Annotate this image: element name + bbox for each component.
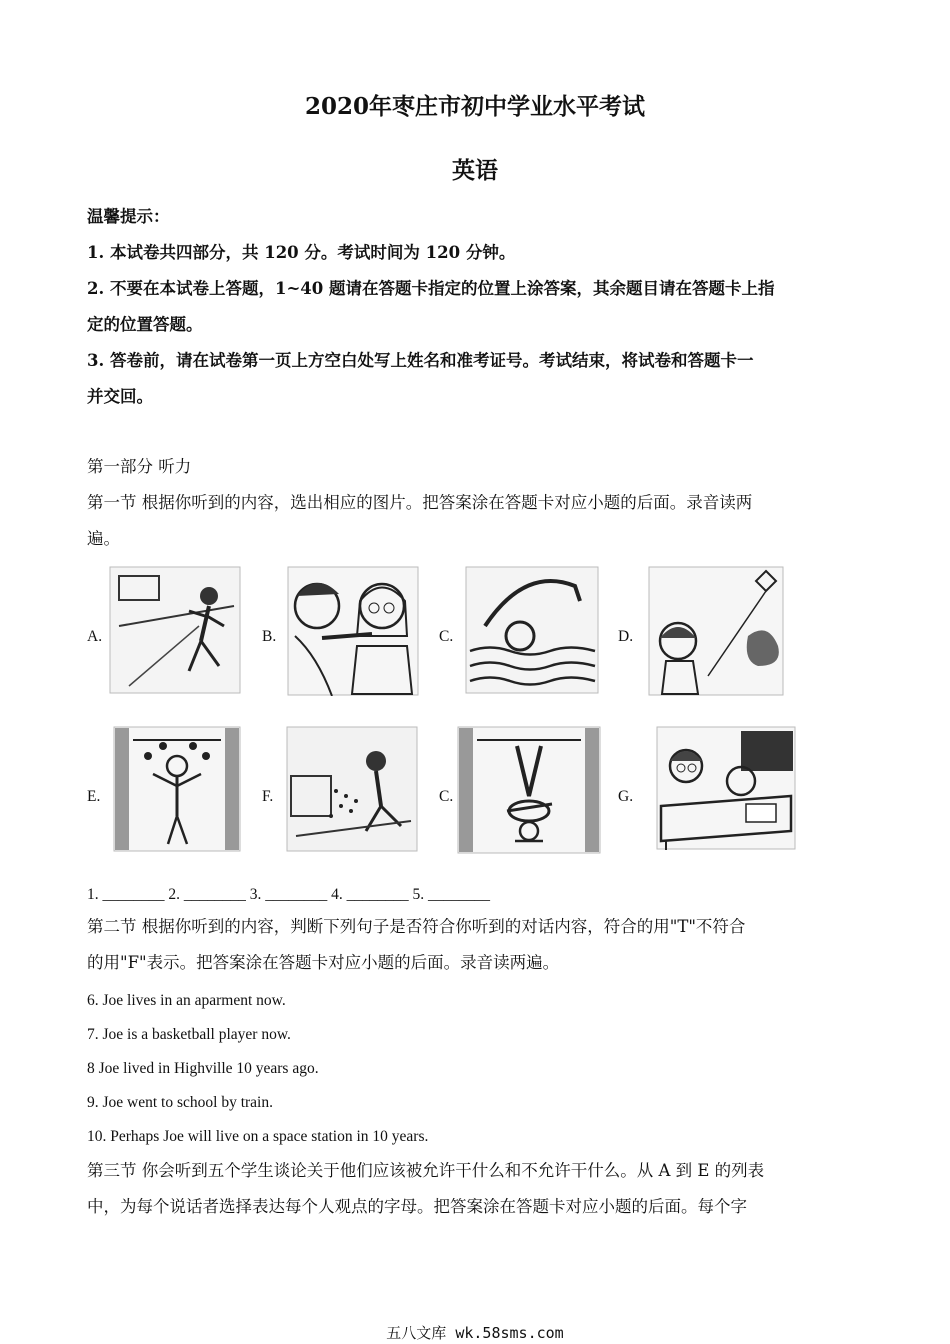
section3-line-1: 第三节 你会听到五个学生谈论关于他们应该被允许干什么和不允许干什么。从 A 到 E 的列表 bbox=[87, 1161, 765, 1180]
note-item-1: 1. 本试卷共四部分，共 120 分。考试时间为 120 分钟。 bbox=[87, 243, 516, 262]
section3-line-2: 中，为每个说话者选择表达每个人观点的字母。把答案涂在答题卡对应小题的后面。每个字 bbox=[87, 1197, 747, 1216]
statement-8: 8 Joe lived in Highville 10 years ago. bbox=[87, 1060, 319, 1077]
part1-heading: 第一部分 听力 bbox=[87, 457, 192, 476]
statement-9: 9. Joe went to school by train. bbox=[87, 1094, 273, 1111]
exam-title: 2020年枣庄市初中学业水平考试 bbox=[304, 93, 645, 120]
statement-7: 7. Joe is a basketball player now. bbox=[87, 1026, 291, 1043]
picture-label: E. bbox=[87, 788, 101, 805]
statement-6: 6. Joe lives in an aparment now. bbox=[87, 992, 286, 1009]
handstand-show-picture bbox=[457, 726, 601, 854]
classroom-picture bbox=[656, 726, 796, 850]
boy-splash-picture bbox=[286, 726, 418, 852]
picture-row-1 bbox=[87, 566, 867, 706]
juggling-show-picture bbox=[113, 726, 241, 852]
running-boy-picture bbox=[109, 566, 241, 694]
picture-row-2 bbox=[87, 726, 867, 866]
picture-label: F. bbox=[262, 788, 274, 805]
note-item-3-line-2: 并交回。 bbox=[87, 387, 153, 406]
section1-line-2: 遍。 bbox=[87, 529, 120, 548]
picture-label: C. bbox=[439, 788, 454, 805]
section2-line-2: 的用"F"表示。把答案涂在答题卡对应小题的后面。录音读两遍。 bbox=[87, 953, 560, 972]
section1-line-1: 第一节 根据你听到的内容，选出相应的图片。把答案涂在答题卡对应小题的后面。录音读两 bbox=[87, 493, 753, 512]
picture-label: C. bbox=[439, 628, 454, 645]
statement-10: 10. Perhaps Joe will live on a space station in 10 years. bbox=[87, 1128, 429, 1145]
footer-watermark: 五八文库 wk.58sms.com bbox=[386, 1324, 564, 1342]
girl-kite-picture bbox=[648, 566, 784, 696]
teacher-student-picture bbox=[287, 566, 419, 696]
notes-heading: 温馨提示： bbox=[87, 207, 170, 226]
note-item-2-line-2: 定的位置答题。 bbox=[87, 315, 203, 334]
picture-label: B. bbox=[262, 628, 277, 645]
picture-label: A. bbox=[87, 628, 103, 645]
section2-line-1: 第二节 根据你听到的内容，判断下列句子是否符合你听到的对话内容，符合的用"T"不符合 bbox=[87, 917, 746, 936]
swimming-picture bbox=[465, 566, 599, 694]
note-item-2-line-1: 2. 不要在本试卷上答题，1~40 题请在答题卡指定的位置上涂答案，其余题目请在答题卡上指 bbox=[87, 279, 775, 298]
subject-title: 英语 bbox=[452, 157, 498, 184]
picture-label: G. bbox=[618, 788, 634, 805]
note-item-3-line-1: 3. 答卷前，请在试卷第一页上方空白处写上姓名和准考证号。考试结束，将试卷和答题卡一 bbox=[87, 351, 754, 370]
picture-label: D. bbox=[618, 628, 634, 645]
answer-blanks: 1. ________ 2. ________ 3. ________ 4. ________ 5. ________ bbox=[87, 886, 490, 903]
